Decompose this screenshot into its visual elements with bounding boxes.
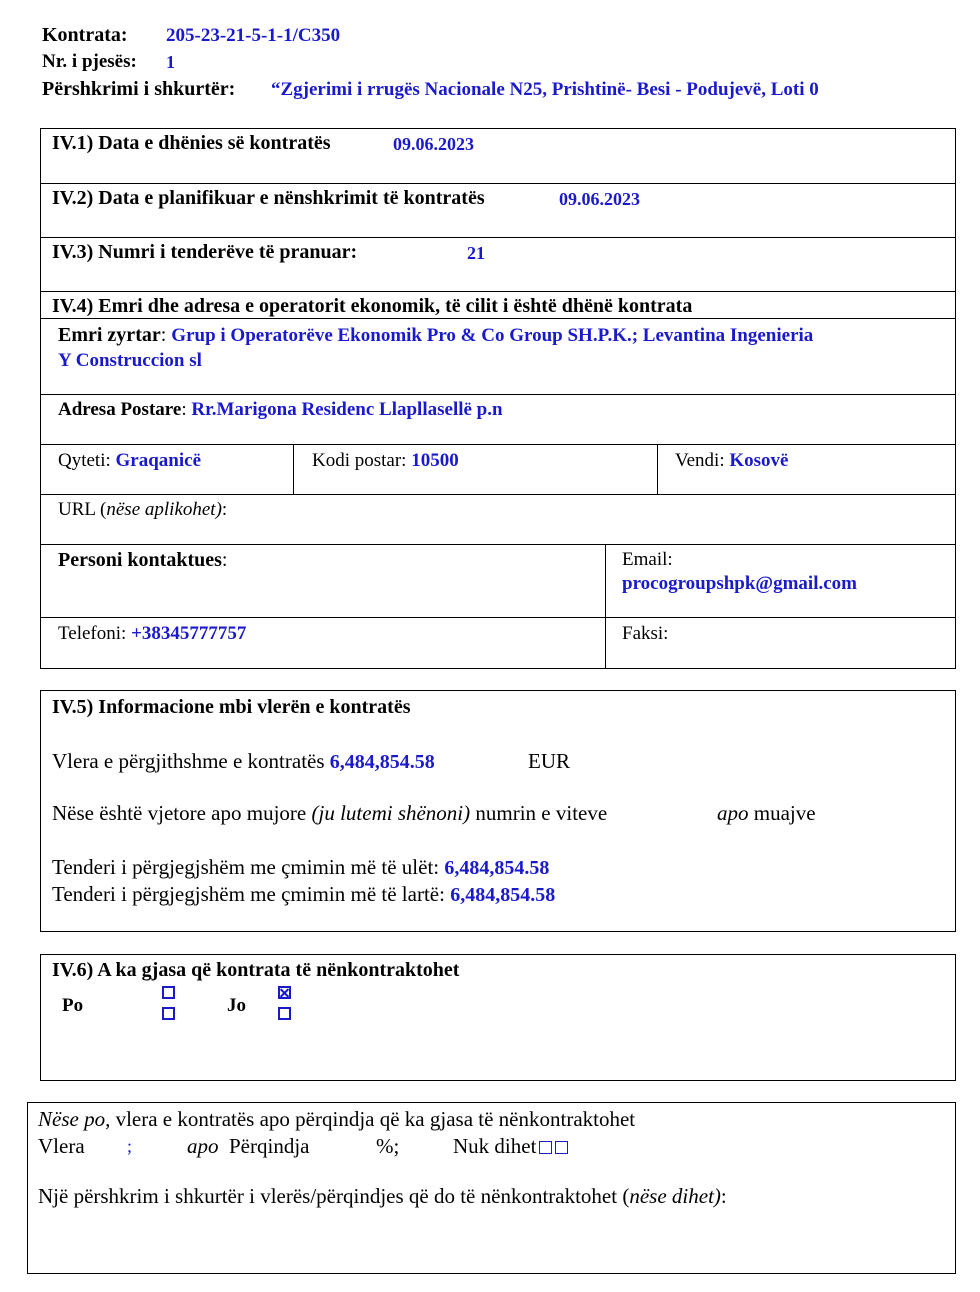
divider: [605, 544, 606, 669]
iv3-count: 21: [467, 243, 485, 263]
email-value: procogroupshpk@gmail.com: [622, 573, 857, 594]
highest-price-row: [52, 882, 555, 907]
subcontract-intro-text: vlera e kontratës apo përqindja që ka gjasa të nënkontraktohet: [115, 1107, 636, 1131]
iv2-date: 09.06.2023: [559, 189, 640, 209]
city-row: [58, 450, 201, 472]
if-yes-text: Nëse po,: [38, 1107, 111, 1131]
iv2-label: IV.2) Data e planifikuar e nënshkrimit të kontratës: [52, 187, 485, 209]
iv4-label: IV.4) Emri dhe adresa e operatorit ekonomik, të cilit i është dhënë kontrata: [52, 295, 693, 317]
postal-code-value: 10500: [411, 450, 459, 471]
no-checkbox-alt[interactable]: [278, 1007, 291, 1020]
short-description-label: Përshkrimi i shkurtër:: [42, 78, 236, 100]
percent-row: [187, 1134, 309, 1159]
divider: [40, 318, 956, 319]
no-label: Jo: [227, 995, 246, 1016]
unknown-label: Nuk dihet: [453, 1134, 537, 1158]
fax-label: Faksi:: [622, 623, 669, 644]
postal-address-value: Rr.Marigona Residenc Llapllasellë p.n: [191, 399, 503, 420]
yes-checkbox-alt[interactable]: [162, 1007, 175, 1020]
subcontract-description-suffix: :: [720, 1184, 727, 1208]
annual-row: [52, 801, 607, 826]
iv1-date: 09.06.2023: [393, 134, 474, 154]
divider: [40, 617, 956, 618]
url-suffix: :: [221, 499, 228, 520]
iv3-label: IV.3) Numri i tenderëve të pranuar:: [52, 241, 358, 263]
country-row: [675, 450, 788, 472]
divider: [657, 444, 658, 494]
lowest-price-value: 6,484,854.58: [444, 857, 550, 879]
percent-suffix: %;: [376, 1134, 400, 1158]
country-value: Kosovë: [729, 450, 789, 471]
value-label: Vlera: [38, 1134, 85, 1158]
subcontract-description-note: nëse dihet): [629, 1184, 721, 1208]
contact-person-label: Personi kontaktues: [58, 549, 222, 571]
subcontract-intro: [38, 1107, 635, 1132]
postal-code-row: [312, 450, 459, 472]
highest-price-label: Tenderi i përgjegjshëm me çmimin më të lartë:: [52, 882, 445, 906]
divider: [40, 394, 956, 395]
subcontract-description-label: Një përshkrim i shkurtër i vlerës/përqindjes që do të nënkontraktohet (: [38, 1184, 630, 1208]
postal-address-row: Adresa Postare: Rr.Marigona Residenc Llapllasellë p.n: [58, 399, 503, 420]
phone-label: Telefoni:: [58, 623, 127, 644]
country-label: Vendi:: [675, 450, 725, 471]
apo-text: apo: [187, 1134, 219, 1158]
iv5-label: IV.5) Informacione mbi vlerën e kontratës: [52, 696, 411, 718]
divider: [293, 444, 294, 494]
divider: [40, 237, 956, 238]
contract-number: 205-23-21-5-1-1/C350: [166, 25, 341, 46]
annual-note: (ju lutemi shënoni): [311, 801, 471, 825]
iv6-label: IV.6) A ka gjasa që kontrata të nënkontraktohet: [52, 959, 460, 981]
lowest-price-label: Tenderi i përgjegjshëm me çmimin më të ulët:: [52, 855, 440, 879]
unknown-row: [453, 1134, 568, 1159]
total-value: 6,484,854.58: [329, 751, 435, 773]
phone-row: [58, 623, 246, 645]
part-label: Nr. i pjesës:: [42, 51, 137, 72]
contact-suffix: :: [221, 549, 228, 571]
short-description-value: “Zgjerimi i rrugës Nacionale N25, Prishtinë- Besi - Podujevë, Loti 0: [271, 79, 819, 100]
divider: [40, 183, 956, 184]
postal-code-label: Kodi postar:: [312, 450, 407, 471]
yes-checkbox[interactable]: [162, 986, 175, 999]
contract-label: Kontrata:: [42, 24, 128, 46]
annual-months-row: [717, 801, 816, 826]
highest-price-value: 6,484,854.58: [450, 884, 556, 906]
lowest-price-row: [52, 855, 549, 880]
url-note: nëse aplikohet): [106, 499, 222, 520]
annual-text: Nëse është vjetore apo mujore: [52, 801, 307, 825]
total-value-row: [52, 749, 435, 774]
annual-years-text: numrin e viteve: [475, 801, 608, 825]
unknown-checkbox[interactable]: [539, 1141, 552, 1154]
unknown-checkbox-alt[interactable]: [555, 1141, 568, 1154]
official-name-label: Emri zyrtar: [58, 324, 161, 346]
city-value: Graqanicë: [115, 450, 202, 471]
subcontract-description-row: [38, 1184, 727, 1209]
iv1-label: IV.1) Data e dhënies së kontratës: [52, 132, 331, 154]
divider: [40, 291, 956, 292]
divider: [40, 544, 956, 545]
part-number: 1: [166, 52, 175, 72]
postal-address-label: Adresa Postare: [58, 399, 182, 420]
official-name-value-cont: Y Construccion sl: [58, 350, 202, 371]
phone-value: +38345777757: [131, 623, 247, 644]
city-label: Qyteti:: [58, 450, 111, 471]
percent-label: Përqindja: [229, 1134, 310, 1158]
no-checkbox-checked[interactable]: [278, 986, 291, 999]
currency: EUR: [528, 749, 570, 773]
official-name-row: Emri zyrtar: Grup i Operatorëve Ekonomik Pro & Co Group SH.P.K.; Levantina Ingenieria: [58, 324, 814, 346]
divider: [40, 444, 956, 445]
email-label: Email:: [622, 549, 673, 570]
url-label: URL (: [58, 499, 107, 520]
total-value-label: Vlera e përgjithshme e kontratës: [52, 749, 325, 773]
yes-label: Po: [62, 995, 84, 1016]
annual-apo: apo: [717, 801, 749, 825]
url-row: [58, 499, 227, 521]
contact-person-row: [58, 549, 227, 572]
annual-months-text: muajve: [753, 801, 816, 825]
divider: [40, 494, 956, 495]
official-name-value: Grup i Operatorëve Ekonomik Pro & Co Group SH.P.K.; Levantina Ingenieria: [171, 325, 814, 346]
value-semicolon: ;: [127, 1136, 133, 1156]
